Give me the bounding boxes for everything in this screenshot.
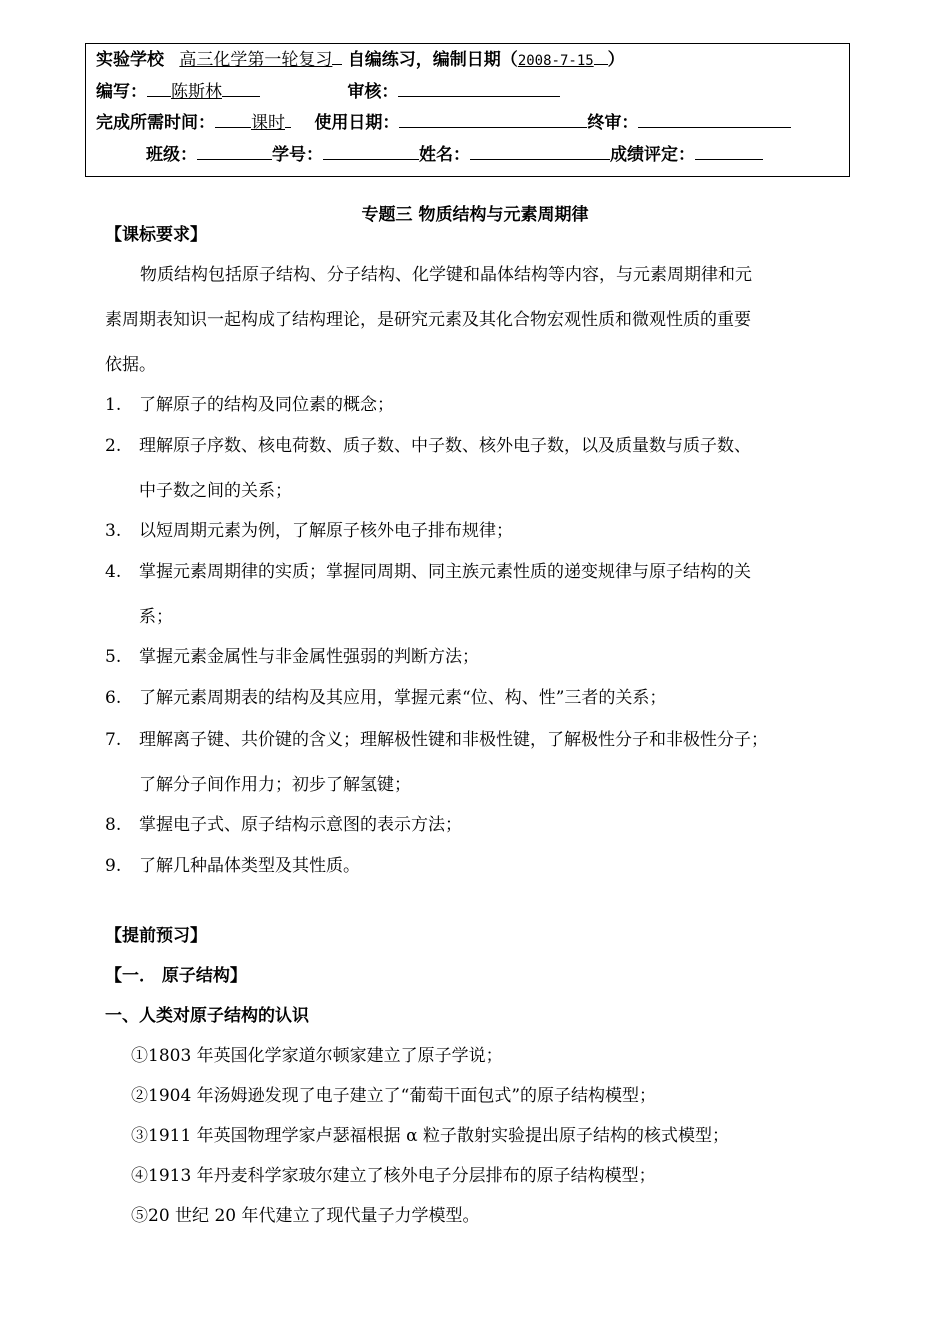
item-text-continued: 中子数之间的关系； — [139, 481, 292, 501]
course-underline — [332, 48, 342, 65]
grade-label: 成绩评定： — [610, 145, 695, 165]
requirement-item — [105, 646, 479, 668]
final-review-field — [638, 111, 791, 128]
class-field — [197, 143, 272, 160]
writer-label: 编写： — [96, 82, 147, 102]
item-text: 理解原子序数、核电荷数、质子数、中子数、核外电子数，以及质量数与质子数、 — [139, 436, 751, 456]
final-review-label: 终审： — [587, 113, 639, 133]
name-field — [470, 143, 610, 160]
requirement-item — [105, 814, 462, 836]
reviewer-field — [398, 80, 560, 97]
student-no-label: 学号： — [272, 145, 323, 165]
use-date-label: 使用日期： — [314, 113, 400, 133]
intro-line-3: 依据。 — [105, 355, 156, 375]
item-text: 理解离子键、共价键的含义；理解极性键和非极性键，了解极性分子和非极性分子； — [139, 730, 768, 750]
heading-history: 一、人类对原子结构的认识 — [105, 1006, 309, 1026]
self-compiled-label: 自编练习，编制日期（ — [347, 50, 518, 70]
name-label: 姓名： — [419, 145, 470, 165]
requirement-item — [105, 855, 360, 877]
item-number: 3. — [105, 521, 122, 541]
header-row-1 — [96, 48, 625, 71]
item-number: 2. — [105, 436, 122, 456]
item-number: 9. — [105, 856, 122, 876]
item-text: 了解几种晶体类型及其性质。 — [139, 856, 360, 876]
section-atom-structure: 【一． 原子结构】 — [105, 966, 247, 986]
item-text: 了解元素周期表的结构及其应用，掌握元素“位、构、性”三者的关系； — [139, 688, 667, 708]
item-text: 掌握元素金属性与非金属性强弱的判断方法； — [139, 647, 479, 667]
course-name: 高三化学第一轮复习 — [179, 50, 333, 70]
history-item: ③1911 年英国物理学家卢瑟福根据 α 粒子散射实验提出原子结构的核式模型； — [131, 1126, 729, 1146]
date-underline — [594, 48, 608, 65]
date-close: ） — [607, 50, 625, 70]
time-underline-right — [285, 111, 291, 128]
header-info-box — [85, 43, 850, 177]
item-number: 1. — [105, 395, 122, 415]
writer-name: 陈斯林 — [171, 82, 222, 102]
item-number: 8. — [105, 815, 122, 835]
time-unit: 课时 — [251, 113, 285, 133]
student-no-field — [323, 143, 419, 160]
grade-field — [695, 143, 763, 160]
item-text: 掌握电子式、原子结构示意图的表示方法； — [139, 815, 462, 835]
compile-date: 2008-7-15 — [517, 53, 594, 69]
class-label: 班级： — [146, 145, 197, 165]
time-underline-left — [215, 111, 251, 128]
requirement-item — [105, 435, 751, 457]
requirement-item — [105, 394, 394, 416]
page-title: 专题三 物质结构与元素周期律 — [361, 205, 589, 225]
history-item: ②1904 年汤姆逊发现了电子建立了“葡萄干面包式”的原子结构模型； — [131, 1086, 657, 1106]
reviewer-label: 审核： — [347, 82, 399, 102]
item-text: 了解原子的结构及同位素的概念； — [139, 395, 394, 415]
history-item: ⑤20 世纪 20 年代建立了现代量子力学模型。 — [131, 1206, 480, 1226]
item-number: 7. — [105, 730, 122, 750]
use-date-field — [399, 111, 587, 128]
item-text: 掌握元素周期律的实质；掌握同周期、同主族元素性质的递变规律与原子结构的关 — [139, 562, 751, 582]
time-label: 完成所需时间： — [96, 113, 215, 133]
history-item: ①1803 年英国化学家道尔顿家建立了原子学说； — [131, 1046, 503, 1066]
section-preview: 【提前预习】 — [105, 926, 207, 946]
requirement-item — [105, 687, 666, 709]
requirement-item — [105, 729, 768, 751]
item-text-continued: 了解分子间作用力；初步了解氢键； — [139, 775, 411, 795]
section-requirements: 【课标要求】 — [105, 225, 207, 245]
school-name: 实验学校 — [96, 50, 164, 70]
writer-underline-right — [222, 80, 260, 97]
intro-line-1: 物质结构包括原子结构、分子结构、化学键和晶体结构等内容，与元素周期律和元 — [140, 265, 752, 285]
writer-underline-left — [147, 80, 171, 97]
requirement-item — [105, 561, 751, 583]
header-row-2 — [96, 80, 560, 102]
item-number: 5. — [105, 647, 122, 667]
item-number: 4. — [105, 562, 122, 582]
history-item: ④1913 年丹麦科学家玻尔建立了核外电子分层排布的原子结构模型； — [131, 1166, 656, 1186]
item-number: 6. — [105, 688, 122, 708]
requirement-item — [105, 520, 513, 542]
header-row-3 — [96, 111, 791, 133]
intro-line-2: 素周期表知识一起构成了结构理论，是研究元素及其化合物宏观性质和微观性质的重要 — [105, 310, 751, 330]
header-row-4 — [146, 143, 763, 165]
item-text: 以短周期元素为例，了解原子核外电子排布规律； — [139, 521, 513, 541]
item-text-continued: 系； — [139, 607, 173, 627]
